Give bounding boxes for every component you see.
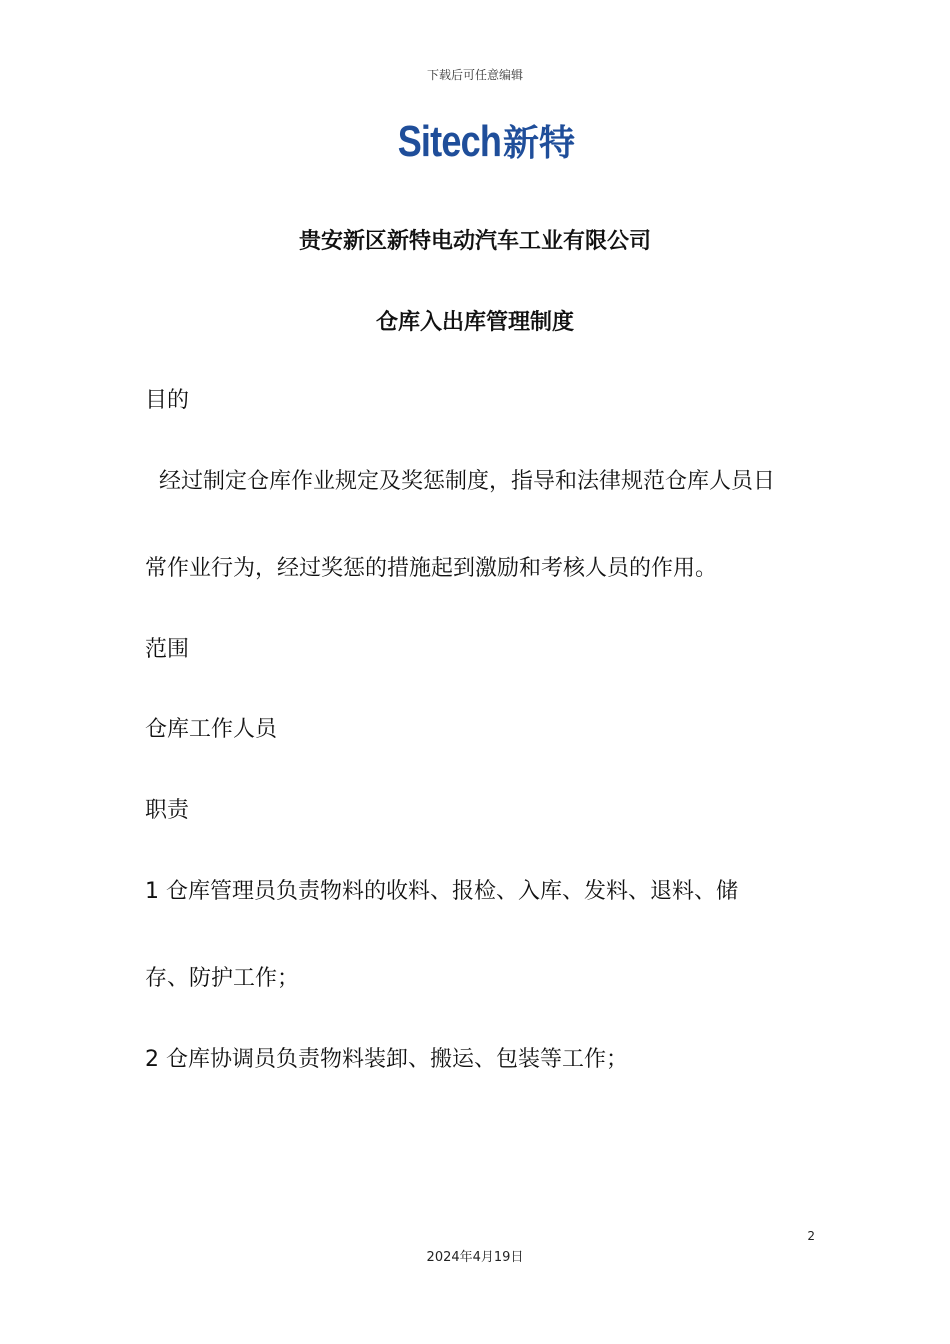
body-line-duty-1a: 1 仓库管理员负责物料的收料、报检、入库、发料、退料、储 [145,879,738,904]
body-line-duty-1b: 存、防护工作； [145,966,300,991]
section-heading-purpose: 目的 [145,388,190,413]
page-number: 2 [807,1229,815,1243]
company-logo [0,117,950,180]
logo-mark [375,117,576,166]
footer-date: 2024年4月19日 [426,1250,524,1265]
body-line-purpose-2: 常作业行为，经过奖惩的措施起到激励和考核人员的作用。 [145,556,718,581]
body-line-duty-2: 2 仓库协调员负责物料装卸、搬运、包装等工作； [145,1047,628,1072]
logo-latin-text: Sitech [397,117,502,166]
section-heading-duties: 职责 [145,798,190,823]
document-title: 仓库入出库管理制度 [375,310,574,335]
logo-cjk-text: 新特 [503,123,576,164]
section-heading-scope: 范围 [145,637,190,662]
company-name: 贵安新区新特电动汽车工业有限公司 [298,229,651,254]
body-line-scope: 仓库工作人员 [145,717,278,742]
body-line-purpose-1: 经过制定仓库作业规定及奖惩制度，指导和法律规范仓库人员日 [145,469,775,494]
header-note: 下载后可任意编辑 [426,68,523,82]
